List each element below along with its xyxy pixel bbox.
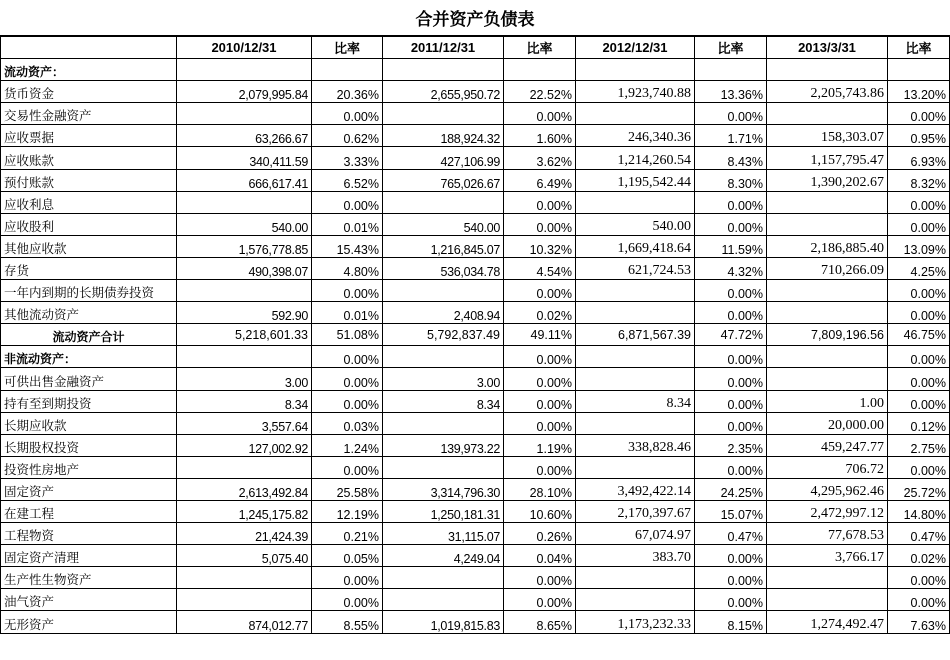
- ratio-cell: 0.00%: [695, 280, 767, 302]
- amount-cell: 21,424.39: [177, 523, 312, 545]
- amount-cell: [576, 346, 695, 368]
- amount-cell: [383, 59, 504, 81]
- ratio-cell: [504, 59, 576, 81]
- ratio-cell: 0.00%: [504, 191, 576, 213]
- ratio-cell: 22.52%: [504, 81, 576, 103]
- header-ratio-cell: 比率: [888, 37, 950, 59]
- ratio-cell: 10.60%: [504, 500, 576, 522]
- table-row: [1, 302, 950, 324]
- row-label: 固定资产清理: [1, 545, 177, 567]
- ratio-cell: 25.72%: [888, 478, 950, 500]
- ratio-cell: 8.32%: [888, 169, 950, 191]
- amount-cell: [576, 567, 695, 589]
- amount-cell: [576, 280, 695, 302]
- amount-cell: 383.70: [576, 545, 695, 567]
- amount-cell: 1,923,740.88: [576, 81, 695, 103]
- table-row: [1, 434, 950, 456]
- row-label: 其他流动资产: [1, 302, 177, 324]
- amount-cell: [767, 368, 888, 390]
- table-row: [1, 235, 950, 257]
- amount-cell: [767, 59, 888, 81]
- amount-cell: 1,195,542.44: [576, 169, 695, 191]
- amount-cell: 2,655,950.72: [383, 81, 504, 103]
- ratio-cell: 0.00%: [888, 346, 950, 368]
- amount-cell: 427,106.99: [383, 147, 504, 169]
- amount-cell: 710,266.09: [767, 257, 888, 279]
- amount-cell: 874,012.77: [177, 611, 312, 633]
- amount-cell: 1.00: [767, 390, 888, 412]
- amount-cell: 1,173,232.33: [576, 611, 695, 633]
- ratio-cell: 0.00%: [695, 103, 767, 125]
- amount-cell: 2,079,995.84: [177, 81, 312, 103]
- table-row: [1, 523, 950, 545]
- row-label: 可供出售金融资产: [1, 368, 177, 390]
- amount-cell: [177, 191, 312, 213]
- amount-cell: 1,274,492.47: [767, 611, 888, 633]
- amount-cell: [576, 456, 695, 478]
- table-row: [1, 169, 950, 191]
- amount-cell: 3,557.64: [177, 412, 312, 434]
- row-label: 流动资产合计: [1, 324, 177, 346]
- ratio-cell: 0.00%: [695, 302, 767, 324]
- ratio-cell: 0.47%: [888, 523, 950, 545]
- table-row: [1, 368, 950, 390]
- balance-table: [0, 36, 950, 634]
- amount-cell: 8.34: [383, 390, 504, 412]
- amount-cell: [576, 302, 695, 324]
- ratio-cell: 20.36%: [312, 81, 383, 103]
- section-row: [1, 346, 950, 368]
- ratio-cell: 0.00%: [312, 567, 383, 589]
- ratio-cell: 0.05%: [312, 545, 383, 567]
- table-row: [1, 589, 950, 611]
- ratio-cell: 15.07%: [695, 500, 767, 522]
- row-label: 预付账款: [1, 169, 177, 191]
- ratio-cell: 0.00%: [312, 589, 383, 611]
- header-date-cell: 2011/12/31: [383, 37, 504, 59]
- amount-cell: [576, 589, 695, 611]
- ratio-cell: 0.00%: [695, 390, 767, 412]
- amount-cell: 158,303.07: [767, 125, 888, 147]
- ratio-cell: 0.00%: [504, 456, 576, 478]
- amount-cell: [767, 280, 888, 302]
- ratio-cell: 49.11%: [504, 324, 576, 346]
- ratio-cell: 0.02%: [888, 545, 950, 567]
- row-label: 应收账款: [1, 147, 177, 169]
- ratio-cell: 15.43%: [312, 235, 383, 257]
- amount-cell: 63,266.67: [177, 125, 312, 147]
- row-label: 其他应收款: [1, 235, 177, 257]
- ratio-cell: 0.00%: [695, 412, 767, 434]
- amount-cell: 3,492,422.14: [576, 478, 695, 500]
- table-row: [1, 257, 950, 279]
- section-row: [1, 59, 950, 81]
- amount-cell: 1,245,175.82: [177, 500, 312, 522]
- amount-cell: 3,766.17: [767, 545, 888, 567]
- amount-cell: 20,000.00: [767, 412, 888, 434]
- ratio-cell: 6.93%: [888, 147, 950, 169]
- ratio-cell: 0.00%: [312, 280, 383, 302]
- amount-cell: [177, 280, 312, 302]
- ratio-cell: 0.00%: [312, 368, 383, 390]
- table-row: [1, 545, 950, 567]
- amount-cell: 6,871,567.39: [576, 324, 695, 346]
- amount-cell: [177, 456, 312, 478]
- total-row: [1, 324, 950, 346]
- amount-cell: 340,411.59: [177, 147, 312, 169]
- ratio-cell: 0.00%: [695, 545, 767, 567]
- amount-cell: 7,809,196.56: [767, 324, 888, 346]
- ratio-cell: 0.01%: [312, 213, 383, 235]
- ratio-cell: 0.00%: [504, 589, 576, 611]
- amount-cell: 490,398.07: [177, 257, 312, 279]
- ratio-cell: 7.63%: [888, 611, 950, 633]
- amount-cell: 5,792,837.49: [383, 324, 504, 346]
- row-label: 流动资产：: [1, 59, 177, 81]
- amount-cell: 31,115.07: [383, 523, 504, 545]
- ratio-cell: 0.00%: [504, 412, 576, 434]
- row-label: 无形资产: [1, 611, 177, 633]
- row-label: 应收利息: [1, 191, 177, 213]
- table-row: [1, 567, 950, 589]
- ratio-cell: 28.10%: [504, 478, 576, 500]
- header-label-cell: [1, 37, 177, 59]
- ratio-cell: 25.58%: [312, 478, 383, 500]
- table-row: [1, 191, 950, 213]
- table-row: [1, 456, 950, 478]
- row-label: 长期股权投资: [1, 434, 177, 456]
- ratio-cell: 0.03%: [312, 412, 383, 434]
- amount-cell: 765,026.67: [383, 169, 504, 191]
- amount-cell: 592.90: [177, 302, 312, 324]
- ratio-cell: 0.00%: [312, 456, 383, 478]
- table-row: [1, 81, 950, 103]
- ratio-cell: 0.00%: [312, 103, 383, 125]
- ratio-cell: 6.52%: [312, 169, 383, 191]
- amount-cell: [576, 412, 695, 434]
- amount-cell: 2,186,885.40: [767, 235, 888, 257]
- amount-cell: 1,390,202.67: [767, 169, 888, 191]
- amount-cell: 1,576,778.85: [177, 235, 312, 257]
- ratio-cell: 1.60%: [504, 125, 576, 147]
- ratio-cell: [888, 59, 950, 81]
- amount-cell: 2,205,743.86: [767, 81, 888, 103]
- ratio-cell: 10.32%: [504, 235, 576, 257]
- ratio-cell: 13.20%: [888, 81, 950, 103]
- header-ratio-cell: 比率: [504, 37, 576, 59]
- ratio-cell: 0.00%: [504, 390, 576, 412]
- table-row: [1, 500, 950, 522]
- table-row: [1, 280, 950, 302]
- ratio-cell: 4.32%: [695, 257, 767, 279]
- ratio-cell: 0.21%: [312, 523, 383, 545]
- amount-cell: [576, 368, 695, 390]
- row-label: 非流动资产：: [1, 346, 177, 368]
- amount-cell: 8.34: [177, 390, 312, 412]
- amount-cell: [576, 59, 695, 81]
- ratio-cell: 6.49%: [504, 169, 576, 191]
- table-row: [1, 390, 950, 412]
- amount-cell: 188,924.32: [383, 125, 504, 147]
- amount-cell: 666,617.41: [177, 169, 312, 191]
- ratio-cell: 12.19%: [312, 500, 383, 522]
- amount-cell: 3.00: [383, 368, 504, 390]
- ratio-cell: 0.00%: [695, 589, 767, 611]
- ratio-cell: 0.00%: [312, 390, 383, 412]
- amount-cell: 3,314,796.30: [383, 478, 504, 500]
- ratio-cell: 8.43%: [695, 147, 767, 169]
- row-label: 长期应收款: [1, 412, 177, 434]
- ratio-cell: 0.62%: [312, 125, 383, 147]
- amount-cell: [383, 191, 504, 213]
- ratio-cell: 13.36%: [695, 81, 767, 103]
- ratio-cell: 47.72%: [695, 324, 767, 346]
- ratio-cell: 4.80%: [312, 257, 383, 279]
- amount-cell: 621,724.53: [576, 257, 695, 279]
- amount-cell: 246,340.36: [576, 125, 695, 147]
- ratio-cell: 0.00%: [504, 213, 576, 235]
- ratio-cell: 0.00%: [695, 567, 767, 589]
- ratio-cell: 0.00%: [504, 567, 576, 589]
- header-date-cell: 2010/12/31: [177, 37, 312, 59]
- header-row: [1, 37, 950, 59]
- sheet-title: 合并资产负债表: [0, 0, 950, 36]
- amount-cell: 67,074.97: [576, 523, 695, 545]
- ratio-cell: 4.25%: [888, 257, 950, 279]
- ratio-cell: 24.25%: [695, 478, 767, 500]
- ratio-cell: 0.00%: [504, 103, 576, 125]
- row-label: 存货: [1, 257, 177, 279]
- amount-cell: 127,002.92: [177, 434, 312, 456]
- amount-cell: 1,019,815.83: [383, 611, 504, 633]
- amount-cell: [767, 589, 888, 611]
- ratio-cell: 1.71%: [695, 125, 767, 147]
- amount-cell: 77,678.53: [767, 523, 888, 545]
- amount-cell: 2,408.94: [383, 302, 504, 324]
- amount-cell: 2,472,997.12: [767, 500, 888, 522]
- ratio-cell: 2.35%: [695, 434, 767, 456]
- table-row: [1, 611, 950, 633]
- table-row: [1, 125, 950, 147]
- amount-cell: 2,170,397.67: [576, 500, 695, 522]
- table-row: [1, 103, 950, 125]
- amount-cell: [767, 103, 888, 125]
- ratio-cell: 0.04%: [504, 545, 576, 567]
- ratio-cell: 0.00%: [695, 191, 767, 213]
- amount-cell: 5,218,601.33: [177, 324, 312, 346]
- amount-cell: 540.00: [576, 213, 695, 235]
- ratio-cell: 11.59%: [695, 235, 767, 257]
- amount-cell: [383, 103, 504, 125]
- amount-cell: 459,247.77: [767, 434, 888, 456]
- row-label: 应收票据: [1, 125, 177, 147]
- ratio-cell: 14.80%: [888, 500, 950, 522]
- ratio-cell: 0.02%: [504, 302, 576, 324]
- ratio-cell: 0.00%: [888, 567, 950, 589]
- amount-cell: [576, 103, 695, 125]
- amount-cell: 1,214,260.54: [576, 147, 695, 169]
- ratio-cell: 0.00%: [312, 191, 383, 213]
- header-date-cell: 2013/3/31: [767, 37, 888, 59]
- amount-cell: 2,613,492.84: [177, 478, 312, 500]
- row-label: 油气资产: [1, 589, 177, 611]
- row-label: 固定资产: [1, 478, 177, 500]
- ratio-cell: 0.00%: [504, 280, 576, 302]
- row-label: 在建工程: [1, 500, 177, 522]
- table-row: [1, 147, 950, 169]
- amount-cell: 4,295,962.46: [767, 478, 888, 500]
- ratio-cell: 0.00%: [888, 456, 950, 478]
- ratio-cell: 8.15%: [695, 611, 767, 633]
- amount-cell: [767, 302, 888, 324]
- amount-cell: [383, 412, 504, 434]
- row-label: 交易性金融资产: [1, 103, 177, 125]
- ratio-cell: 8.55%: [312, 611, 383, 633]
- table-row: [1, 213, 950, 235]
- ratio-cell: 0.00%: [695, 368, 767, 390]
- amount-cell: [383, 589, 504, 611]
- header-ratio-cell: 比率: [312, 37, 383, 59]
- amount-cell: [177, 59, 312, 81]
- ratio-cell: 0.00%: [888, 280, 950, 302]
- ratio-cell: 0.95%: [888, 125, 950, 147]
- amount-cell: [383, 567, 504, 589]
- ratio-cell: 1.19%: [504, 434, 576, 456]
- header-date-cell: 2012/12/31: [576, 37, 695, 59]
- header-ratio-cell: 比率: [695, 37, 767, 59]
- ratio-cell: 0.00%: [888, 213, 950, 235]
- row-label: 一年内到期的长期债券投资: [1, 280, 177, 302]
- amount-cell: [177, 103, 312, 125]
- table-body: [1, 59, 950, 633]
- row-label: 投资性房地产: [1, 456, 177, 478]
- ratio-cell: 0.00%: [888, 302, 950, 324]
- ratio-cell: 0.00%: [888, 191, 950, 213]
- ratio-cell: 0.00%: [504, 368, 576, 390]
- row-label: 应收股利: [1, 213, 177, 235]
- amount-cell: [576, 191, 695, 213]
- amount-cell: [767, 346, 888, 368]
- amount-cell: [767, 191, 888, 213]
- amount-cell: [177, 567, 312, 589]
- amount-cell: 540.00: [177, 213, 312, 235]
- ratio-cell: 46.75%: [888, 324, 950, 346]
- ratio-cell: 0.12%: [888, 412, 950, 434]
- ratio-cell: 0.00%: [888, 103, 950, 125]
- amount-cell: 4,249.04: [383, 545, 504, 567]
- ratio-cell: 51.08%: [312, 324, 383, 346]
- ratio-cell: 0.00%: [695, 346, 767, 368]
- ratio-cell: 2.75%: [888, 434, 950, 456]
- amount-cell: 1,250,181.31: [383, 500, 504, 522]
- amount-cell: 338,828.46: [576, 434, 695, 456]
- ratio-cell: 0.00%: [312, 346, 383, 368]
- amount-cell: [383, 280, 504, 302]
- amount-cell: 706.72: [767, 456, 888, 478]
- amount-cell: 139,973.22: [383, 434, 504, 456]
- ratio-cell: 0.00%: [695, 456, 767, 478]
- amount-cell: 1,669,418.64: [576, 235, 695, 257]
- amount-cell: 8.34: [576, 390, 695, 412]
- ratio-cell: 0.00%: [695, 213, 767, 235]
- amount-cell: 1,216,845.07: [383, 235, 504, 257]
- row-label: 工程物资: [1, 523, 177, 545]
- ratio-cell: 0.00%: [888, 390, 950, 412]
- amount-cell: [383, 456, 504, 478]
- table-row: [1, 412, 950, 434]
- amount-cell: 3.00: [177, 368, 312, 390]
- row-label: 货币资金: [1, 81, 177, 103]
- ratio-cell: 0.00%: [888, 589, 950, 611]
- amount-cell: [177, 589, 312, 611]
- ratio-cell: 13.09%: [888, 235, 950, 257]
- amount-cell: [767, 567, 888, 589]
- amount-cell: 536,034.78: [383, 257, 504, 279]
- table-row: [1, 478, 950, 500]
- ratio-cell: [312, 59, 383, 81]
- ratio-cell: 1.24%: [312, 434, 383, 456]
- ratio-cell: 3.62%: [504, 147, 576, 169]
- ratio-cell: 4.54%: [504, 257, 576, 279]
- ratio-cell: 0.47%: [695, 523, 767, 545]
- row-label: 生产性生物资产: [1, 567, 177, 589]
- amount-cell: 540.00: [383, 213, 504, 235]
- ratio-cell: 0.01%: [312, 302, 383, 324]
- row-label: 持有至到期投资: [1, 390, 177, 412]
- ratio-cell: 8.30%: [695, 169, 767, 191]
- ratio-cell: [695, 59, 767, 81]
- amount-cell: [177, 346, 312, 368]
- ratio-cell: 0.26%: [504, 523, 576, 545]
- ratio-cell: 8.65%: [504, 611, 576, 633]
- ratio-cell: 0.00%: [504, 346, 576, 368]
- amount-cell: 1,157,795.47: [767, 147, 888, 169]
- ratio-cell: 0.00%: [888, 368, 950, 390]
- ratio-cell: 3.33%: [312, 147, 383, 169]
- amount-cell: [383, 346, 504, 368]
- amount-cell: [767, 213, 888, 235]
- amount-cell: 5,075.40: [177, 545, 312, 567]
